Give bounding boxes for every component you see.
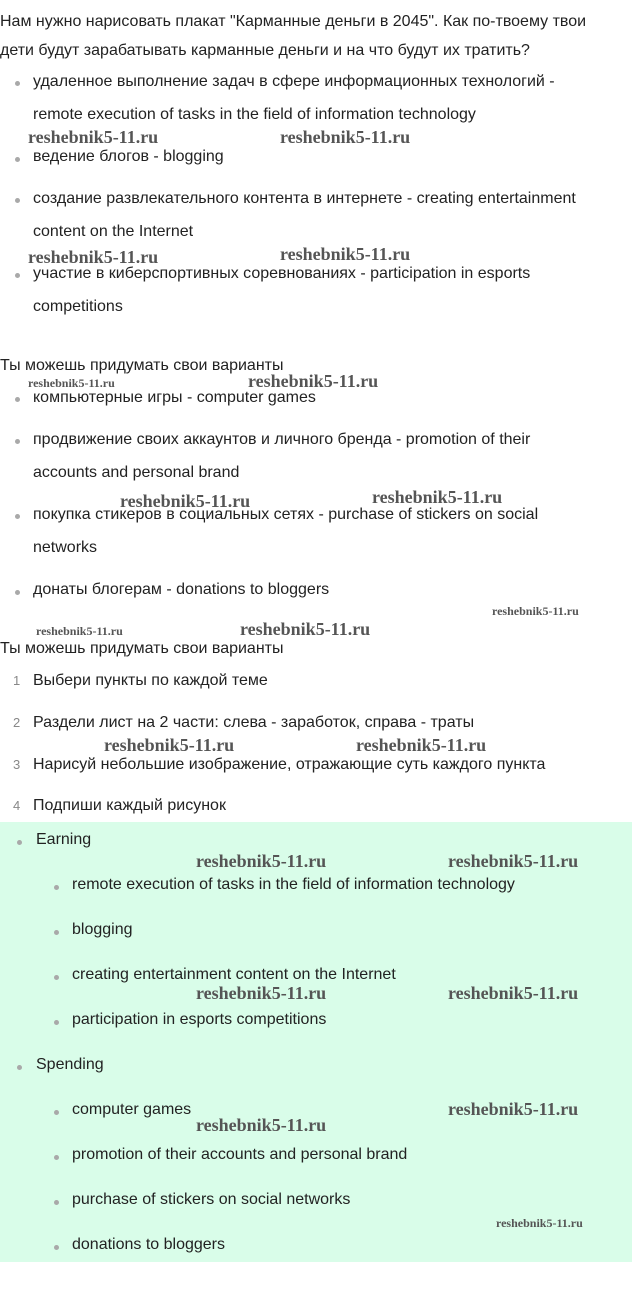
watermark: reshebnik5-11.ru <box>36 624 123 638</box>
bullet-icon <box>17 1065 22 1070</box>
bullet-icon <box>15 81 20 86</box>
watermark: reshebnik5-11.ru <box>496 1216 583 1230</box>
bullet-icon <box>15 514 20 519</box>
bullet-icon <box>15 198 20 203</box>
step-number: 3 <box>13 757 21 772</box>
hint-text: Ты можешь придумать свои варианты <box>0 640 284 657</box>
watermark: reshebnik5-11.ru <box>280 244 411 264</box>
list-item-continuation: competitions <box>33 298 123 315</box>
list-item: участие в киберспортивных соревнованиях - participation in esports <box>33 265 531 282</box>
bullet-icon <box>17 840 22 845</box>
watermark: reshebnik5-11.ru <box>120 491 251 511</box>
list-item-continuation: remote execution of tasks in the field of information technology <box>33 106 476 123</box>
step-text: Подпиши каждый рисунок <box>33 797 226 814</box>
watermark: reshebnik5-11.ru <box>448 983 579 1003</box>
watermark: reshebnik5-11.ru <box>196 983 327 1003</box>
watermark: reshebnik5-11.ru <box>248 371 379 391</box>
watermark: reshebnik5-11.ru <box>356 735 487 755</box>
watermark: reshebnik5-11.ru <box>196 851 327 871</box>
bullet-icon <box>54 1200 59 1205</box>
list-item-continuation: accounts and personal brand <box>33 464 240 481</box>
list-item: creating entertainment content on the Internet <box>72 966 396 983</box>
bullet-icon <box>15 273 20 278</box>
step-number: 4 <box>13 798 21 813</box>
bullet-icon <box>15 439 20 444</box>
list-item: promotion of their accounts and personal brand <box>72 1146 408 1163</box>
list-item-continuation: content on the Internet <box>33 223 194 240</box>
list-item: создание развлекательного контента в интернете - creating entertainment <box>33 190 576 207</box>
list-item: компьютерные игры - computer games <box>33 389 316 406</box>
watermark: reshebnik5-11.ru <box>372 487 503 507</box>
watermark: reshebnik5-11.ru <box>448 1099 579 1119</box>
bullet-icon <box>54 1155 59 1160</box>
list-item: ведение блогов - blogging <box>33 148 224 165</box>
bullet-icon <box>54 1020 59 1025</box>
bullet-icon <box>54 1245 59 1250</box>
watermark: reshebnik5-11.ru <box>28 127 159 147</box>
list-item: blogging <box>72 921 133 938</box>
list-item: computer games <box>72 1101 192 1118</box>
watermark: reshebnik5-11.ru <box>280 127 411 147</box>
step-text: Нарисуй небольшие изображение, отражающие суть каждого пункта <box>33 756 546 773</box>
watermark: reshebnik5-11.ru <box>28 247 159 267</box>
list-item-continuation: networks <box>33 539 98 556</box>
watermark: reshebnik5-11.ru <box>492 604 579 618</box>
list-item: donations to bloggers <box>72 1236 225 1253</box>
bullet-icon <box>54 1110 59 1115</box>
list-item: participation in esports competitions <box>72 1011 327 1028</box>
bullet-icon <box>54 930 59 935</box>
list-item: покупка стикеров в социальных сетях - purchase of stickers on social <box>33 506 539 523</box>
list-item: донаты блогерам - donations to bloggers <box>33 581 330 598</box>
watermark: reshebnik5-11.ru <box>448 851 579 871</box>
list-item: purchase of stickers on social networks <box>72 1191 351 1208</box>
step-number: 1 <box>13 673 21 688</box>
list-item: удаленное выполнение задач в сфере информационных технологий - <box>33 73 555 90</box>
list-item: продвижение своих аккаунтов и личного бренда - promotion of their <box>33 431 531 448</box>
watermark: reshebnik5-11.ru <box>104 735 235 755</box>
step-number: 2 <box>13 715 21 730</box>
task-text-line-2: дети будут зарабатывать карманные деньги и на что будут их тратить? <box>0 42 530 59</box>
bullet-icon <box>15 590 20 595</box>
step-text: Выбери пункты по каждой теме <box>33 672 268 689</box>
watermark: reshebnik5-11.ru <box>196 1115 327 1135</box>
hint-text: Ты можешь придумать свои варианты <box>0 357 284 374</box>
watermark: reshebnik5-11.ru <box>240 619 371 639</box>
section-title-spending: Spending <box>36 1056 104 1073</box>
watermark: reshebnik5-11.ru <box>28 376 115 390</box>
bullet-icon <box>15 157 20 162</box>
bullet-icon <box>54 885 59 890</box>
list-item: remote execution of tasks in the field of information technology <box>72 876 515 893</box>
bullet-icon <box>54 975 59 980</box>
step-text: Раздели лист на 2 части: слева - заработок, справа - траты <box>33 714 475 731</box>
task-text-line-1: Нам нужно нарисовать плакат "Карманные деньги в 2045". Как по-твоему твои <box>0 13 587 30</box>
section-title-earning: Earning <box>36 831 92 848</box>
bullet-icon <box>15 397 20 402</box>
